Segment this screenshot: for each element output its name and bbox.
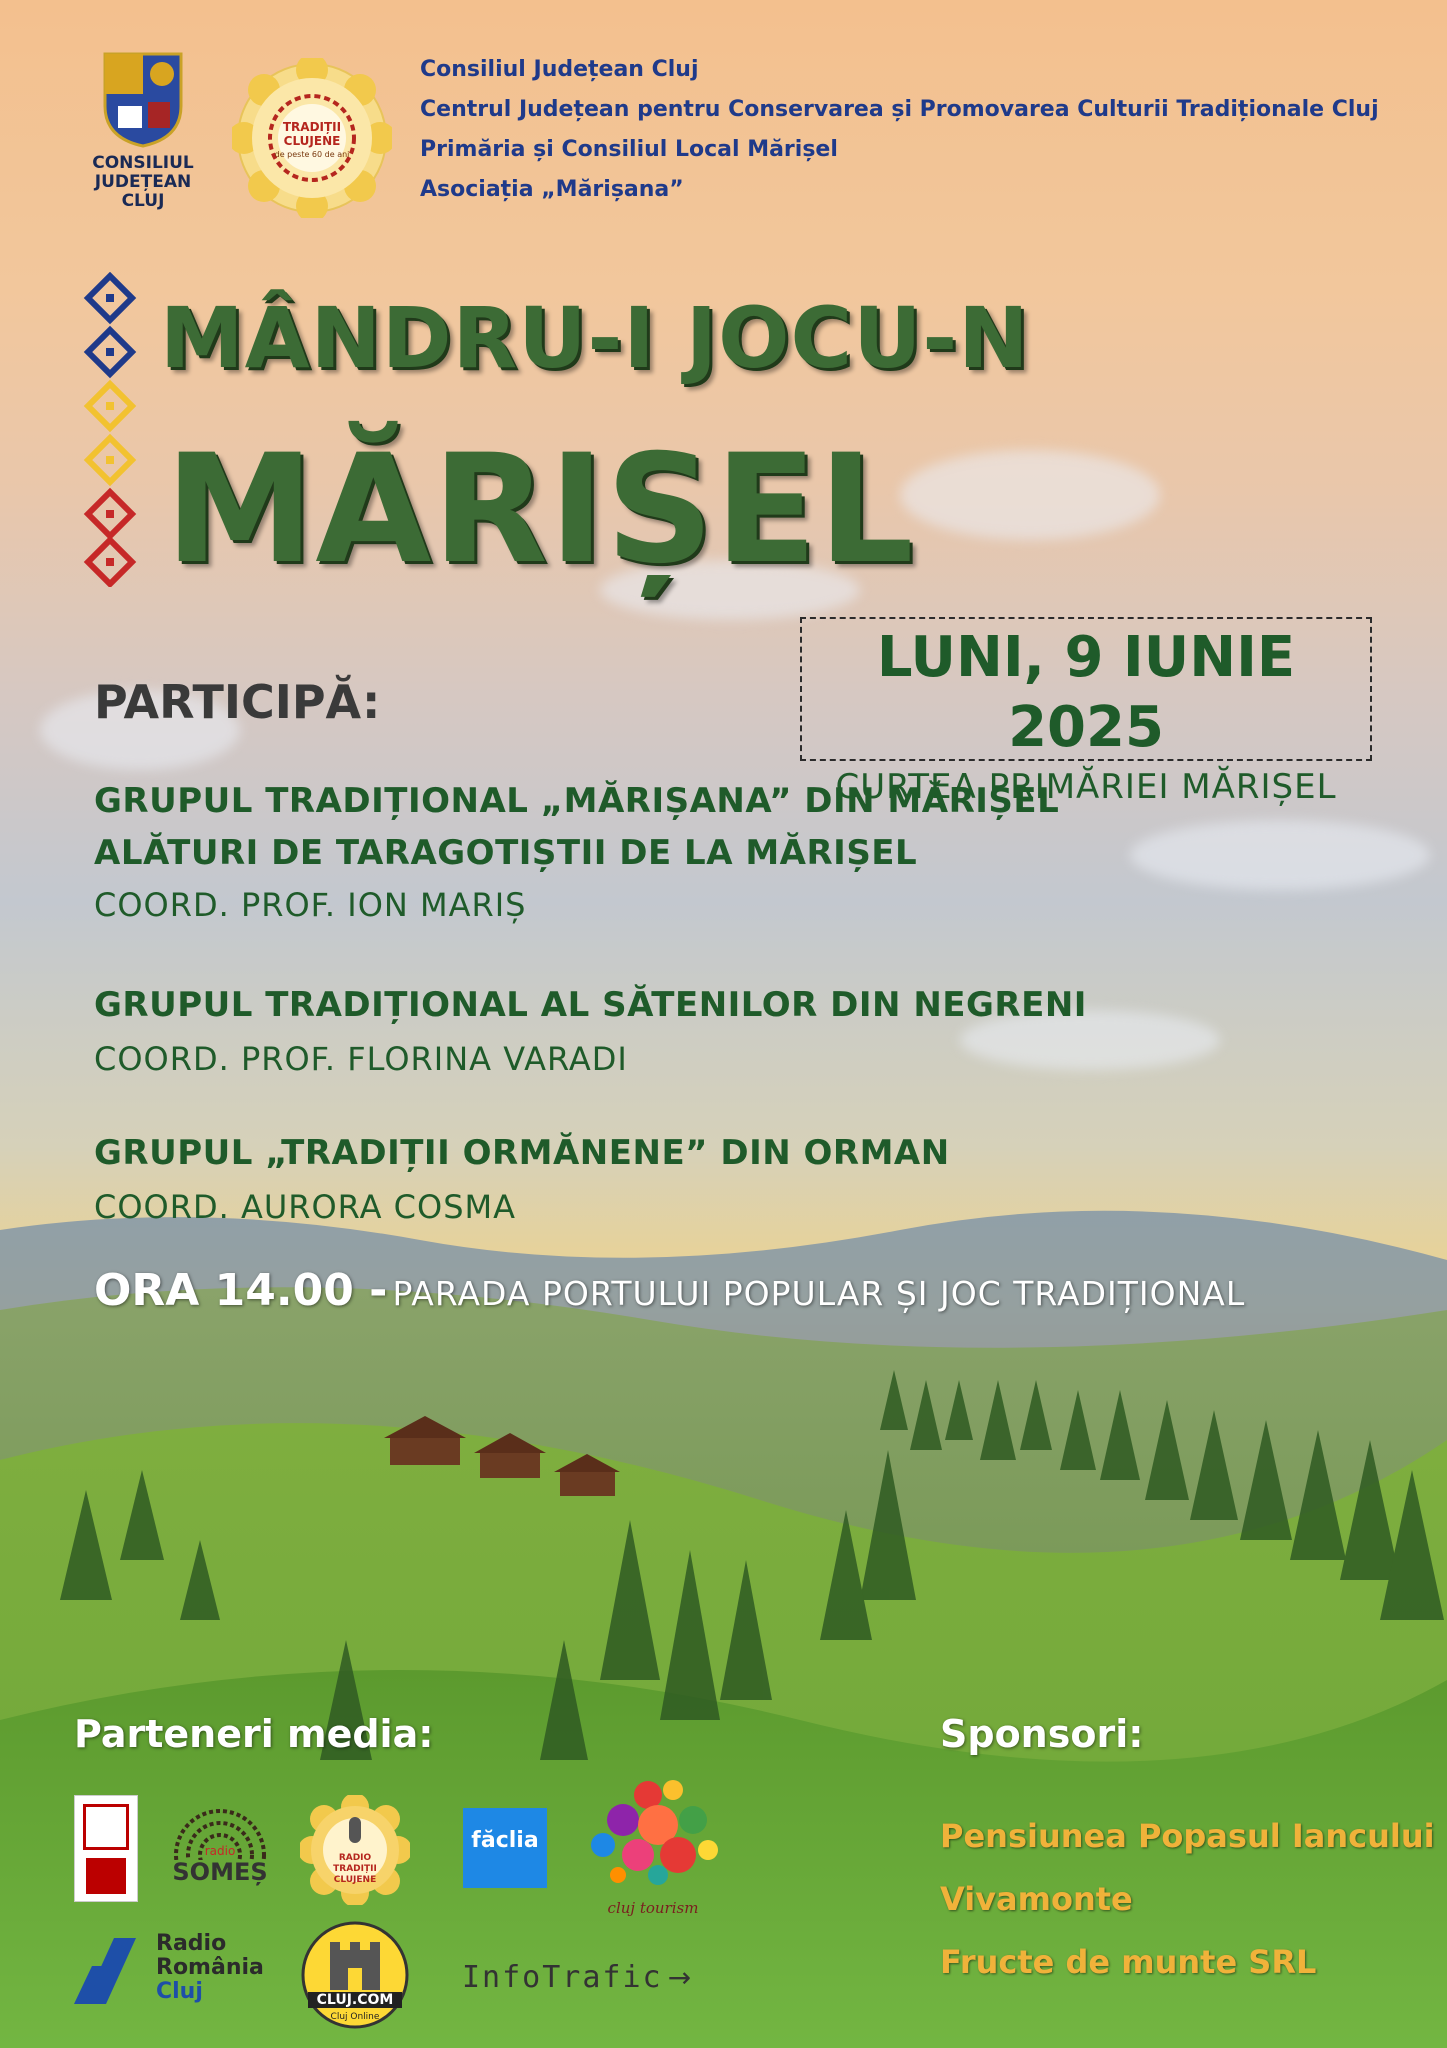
cluj-com-subtext: Cluj Online	[330, 2012, 380, 2022]
cj-logo-line: CLUJ	[121, 191, 165, 211]
badge-flower-icon	[300, 1795, 410, 1905]
faclia-logo	[463, 1808, 547, 1888]
coat-of-arms-icon	[78, 50, 208, 150]
cluj-com-text: CLUJ.COM	[308, 1992, 402, 2008]
organizers-list	[420, 50, 1379, 210]
event-date-box	[800, 617, 1372, 807]
media-partners-heading: Parteneri media:	[74, 1712, 434, 1756]
participants-heading: PARTICIPĂ:	[94, 675, 381, 729]
organizer-item: Primăria și Consiliul Local Mărișel	[420, 137, 838, 162]
radio-somes-small: radio	[204, 1844, 236, 1858]
group-name: GRUPUL TRADIȚIONAL AL SĂTENILOR DIN NEGRENI	[94, 985, 1087, 1025]
infotrafic-logo	[462, 1960, 691, 1995]
badge-subtext: de peste 60 de ani	[274, 150, 350, 159]
schedule-line	[94, 1265, 1245, 1316]
organizer-item: Centrul Județean pentru Conservarea și Promovarea Culturii Tradiționale Cluj	[420, 97, 1379, 122]
group-name: GRUPUL TRADIȚIONAL „MĂRIȘANA” DIN MĂRIȘEL	[94, 781, 1060, 821]
group-coordinator: COORD. AURORA COSMA	[94, 1188, 517, 1226]
radio-romania-cluj-logo	[74, 1930, 294, 2010]
sponsors-heading: Sponsori:	[940, 1712, 1144, 1756]
event-date: LUNI, 9 IUNIE 2025	[876, 625, 1296, 760]
group-coordinator: COORD. PROF. FLORINA VARADI	[94, 1040, 628, 1078]
participant-group-3	[94, 1126, 950, 1234]
event-title-line2: MĂRIȘEL	[165, 423, 915, 597]
participant-group-2	[94, 978, 1087, 1086]
radio-somes-logo	[160, 1800, 280, 1900]
schedule-time: ORA 14.00 -	[94, 1265, 388, 1316]
cluj-tourism-logo	[578, 1765, 728, 1925]
radio-cluj-logo	[74, 1795, 138, 1902]
consiliul-judetean-cluj-logo	[78, 50, 208, 220]
group-name: GRUPUL „TRADIȚII ORMĂNENE” DIN ORMAN	[94, 1133, 950, 1173]
participant-group-1	[94, 775, 1059, 931]
radio-romania-line: Cluj	[156, 1979, 203, 2004]
organizer-item: Consiliul Județean Cluj	[420, 57, 699, 82]
cloud	[900, 450, 1160, 540]
organizer-item: Asociația „Mărișana”	[420, 177, 684, 202]
event-title-line1: MÂNDRU-I JOCU-N	[160, 289, 1030, 387]
badge-text: TRADIȚII CLUJENE	[282, 120, 342, 148]
cluj-com-logo	[300, 1920, 410, 2030]
event-location: CURTEA PRIMĂRIEI MĂRIȘEL	[835, 767, 1337, 807]
cluj-tourism-text: cluj tourism	[607, 1899, 699, 1917]
arrow-right-icon: →	[667, 1961, 692, 1994]
radio-romania-icon	[74, 1934, 144, 2006]
radio-traditii-text: RADIO TRADIȚII CLUJENE	[333, 1853, 377, 1885]
cj-logo-line: JUDEȚEAN	[94, 172, 192, 192]
sponsor-item: Pensiunea Popasul Iancului	[940, 1817, 1435, 1855]
radio-somes-name: SOMEȘ	[172, 1858, 268, 1886]
schedule-activity: PARADA PORTULUI POPULAR ȘI JOC TRADIȚIONAL	[392, 1274, 1246, 1313]
group-name-continued: ALĂTURI DE TARAGOTIȘTII DE LA MĂRIȘEL	[94, 833, 918, 873]
infotrafic-text: InfoTrafic	[462, 1960, 663, 1995]
faclia-text: făclia	[471, 1828, 539, 1853]
folk-motif-icon	[80, 272, 140, 587]
colorful-dots-map-icon	[578, 1765, 728, 1895]
traditii-clujene-badge	[232, 58, 392, 218]
radio-romania-line: România	[156, 1955, 264, 1980]
group-coordinator: COORD. PROF. ION MARIȘ	[94, 886, 527, 924]
sponsor-item: Vivamonte	[940, 1880, 1133, 1918]
cloud	[1130, 820, 1430, 890]
radio-traditii-clujene-logo	[300, 1795, 410, 1905]
cj-logo-line: CONSILIUL	[92, 153, 194, 173]
sponsors-list	[940, 1805, 1435, 1994]
radio-romania-line: Radio	[156, 1931, 227, 1956]
sponsor-item: Fructe de munte SRL	[940, 1943, 1317, 1981]
